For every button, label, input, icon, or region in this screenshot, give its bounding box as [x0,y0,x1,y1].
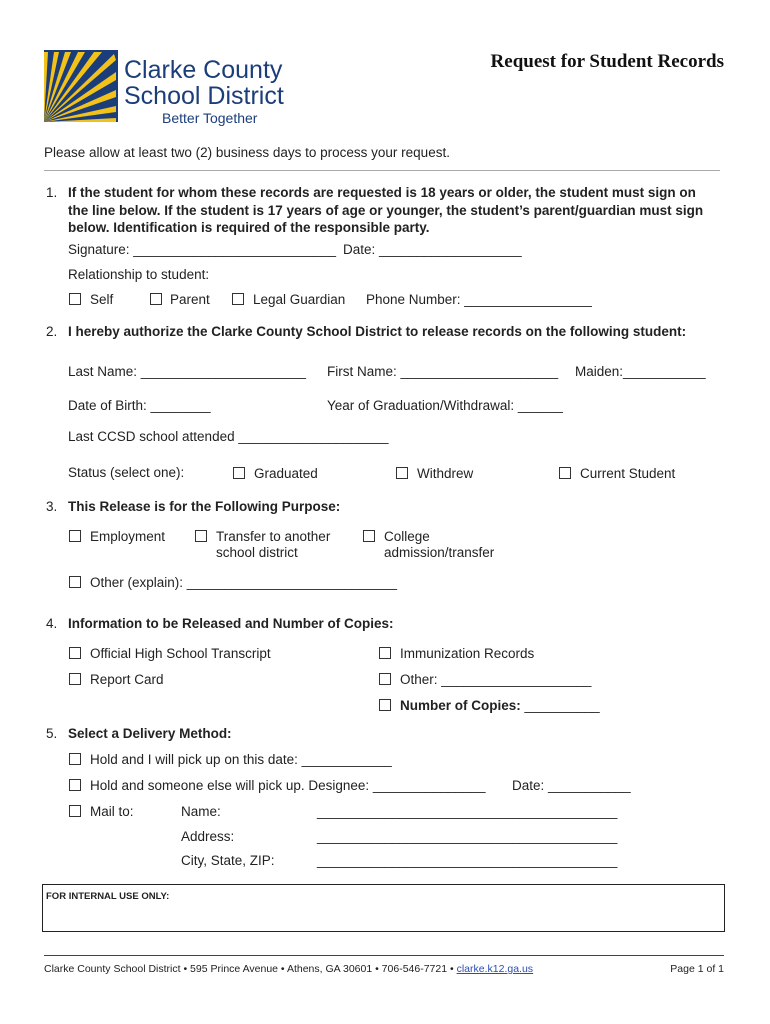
employment-label: Employment [90,529,166,544]
mail-name-line[interactable]: ________________________________________ [317,804,618,819]
parent-label: Parent [170,292,210,307]
immunization-checkbox[interactable] [379,647,391,659]
last-name-field[interactable]: Last Name: ______________________ [68,364,306,379]
mail-address-label: Address: [181,829,235,844]
transfer-checkbox[interactable] [195,530,207,542]
intro-text: Please allow at least two (2) business days to process your request. [44,145,450,160]
phone-number-field[interactable]: Phone Number: _________________ [366,292,592,307]
section-4-text: Information to be Released and Number of Copies: [68,616,394,631]
footer-address-text: Clarke County School District • 595 Prince Avenue • Athens, GA 30601 • 706-546-7721 • [44,963,457,975]
page-title: Request for Student Records [490,51,724,72]
immunization-label: Immunization Records [400,646,535,661]
parent-checkbox[interactable] [150,293,162,305]
mail-to-label: Mail to: [90,804,134,819]
section-3-text: This Release is for the Following Purpose: [68,499,341,514]
transfer-label-line-1: Transfer to another [216,529,331,544]
other-info-field[interactable]: Other: ____________________ [400,672,592,687]
graduated-checkbox[interactable] [233,467,245,479]
year-graduation-field[interactable]: Year of Graduation/Withdrawal: ______ [327,398,563,413]
relationship-label: Relationship to student: [68,267,210,282]
section-4-number: 4. [46,616,58,631]
copies-checkbox[interactable] [379,699,391,711]
last-school-field[interactable]: Last CCSD school attended ____________________ [68,429,389,444]
maiden-name-field[interactable]: Maiden:___________ [575,364,706,379]
logo-tagline: Better Together [162,110,258,126]
mail-name-label: Name: [181,804,221,819]
designee-date-field[interactable]: Date: ___________ [512,778,631,793]
report-card-checkbox[interactable] [69,673,81,685]
page-number: Page 1 of 1 [670,963,724,975]
section-1-text-line-1: If the student for whom these records are requested is 18 years or older, the student must sign on [68,185,696,200]
logo-line-2: School District [124,82,284,110]
copies-line: __________ [520,698,600,713]
hold-other-checkbox[interactable] [69,779,81,791]
current-student-label: Current Student [580,466,676,481]
transcript-checkbox[interactable] [69,647,81,659]
withdrew-checkbox[interactable] [396,467,408,479]
number-of-copies-field[interactable] [400,698,600,713]
district-website-link[interactable]: clarke.k12.ga.us [456,963,534,975]
section-5-number: 5. [46,726,58,741]
hold-self-checkbox[interactable] [69,753,81,765]
college-label-line-2: admission/transfer [384,545,495,560]
transcript-label: Official High School Transcript [90,646,271,661]
self-label: Self [90,292,114,307]
section-2-text: I hereby authorize the Clarke County School District to release records on the following student: [68,324,687,339]
other-purpose-checkbox[interactable] [69,576,81,588]
legal-guardian-label: Legal Guardian [253,292,346,307]
section-2-number: 2. [46,324,58,339]
date-of-birth-field[interactable]: Date of Birth: ________ [68,398,211,413]
mail-city-line[interactable]: ________________________________________ [317,853,618,868]
section-1-text-line-3: below. Identification is required of the responsible party. [68,220,430,235]
other-info-checkbox[interactable] [379,673,391,685]
section-1-number: 1. [46,185,58,200]
current-student-checkbox[interactable] [559,467,571,479]
section-3-number: 3. [46,499,58,514]
copies-label: Number of Copies: [400,698,521,713]
sunburst-logo-icon [44,50,118,122]
employment-checkbox[interactable] [69,530,81,542]
self-checkbox[interactable] [69,293,81,305]
mail-address-line[interactable]: ________________________________________ [317,829,618,844]
section-5-text: Select a Delivery Method: [68,726,232,741]
internal-use-box [42,884,725,932]
college-checkbox[interactable] [363,530,375,542]
footer-address [44,963,533,975]
first-name-field[interactable]: First Name: _____________________ [327,364,559,379]
designee-field[interactable]: Hold and someone else will pick up. Designee: _______________ [90,778,486,793]
footer-divider [44,955,724,956]
college-label-line-1: College [384,529,430,544]
graduated-label: Graduated [254,466,318,481]
transfer-label-line-2: school district [216,545,298,560]
hold-self-field[interactable]: Hold and I will pick up on this date: ____________ [90,752,392,767]
mail-city-label: City, State, ZIP: [181,853,275,868]
withdrew-label: Withdrew [417,466,474,481]
logo-line-1: Clarke County [124,56,283,84]
internal-use-label: FOR INTERNAL USE ONLY: [46,891,170,902]
mail-to-checkbox[interactable] [69,805,81,817]
section-1-text-line-2: the line below. If the student is 17 years of age or younger, the student’s parent/guardian must sign [68,203,704,218]
legal-guardian-checkbox[interactable] [232,293,244,305]
divider [44,170,720,171]
status-label: Status (select one): [68,465,185,480]
signature-field[interactable]: Signature: ___________________________ [68,242,337,257]
other-purpose-field[interactable]: Other (explain): ____________________________ [90,575,398,590]
signature-date-field[interactable]: Date: ___________________ [343,242,522,257]
report-card-label: Report Card [90,672,164,687]
